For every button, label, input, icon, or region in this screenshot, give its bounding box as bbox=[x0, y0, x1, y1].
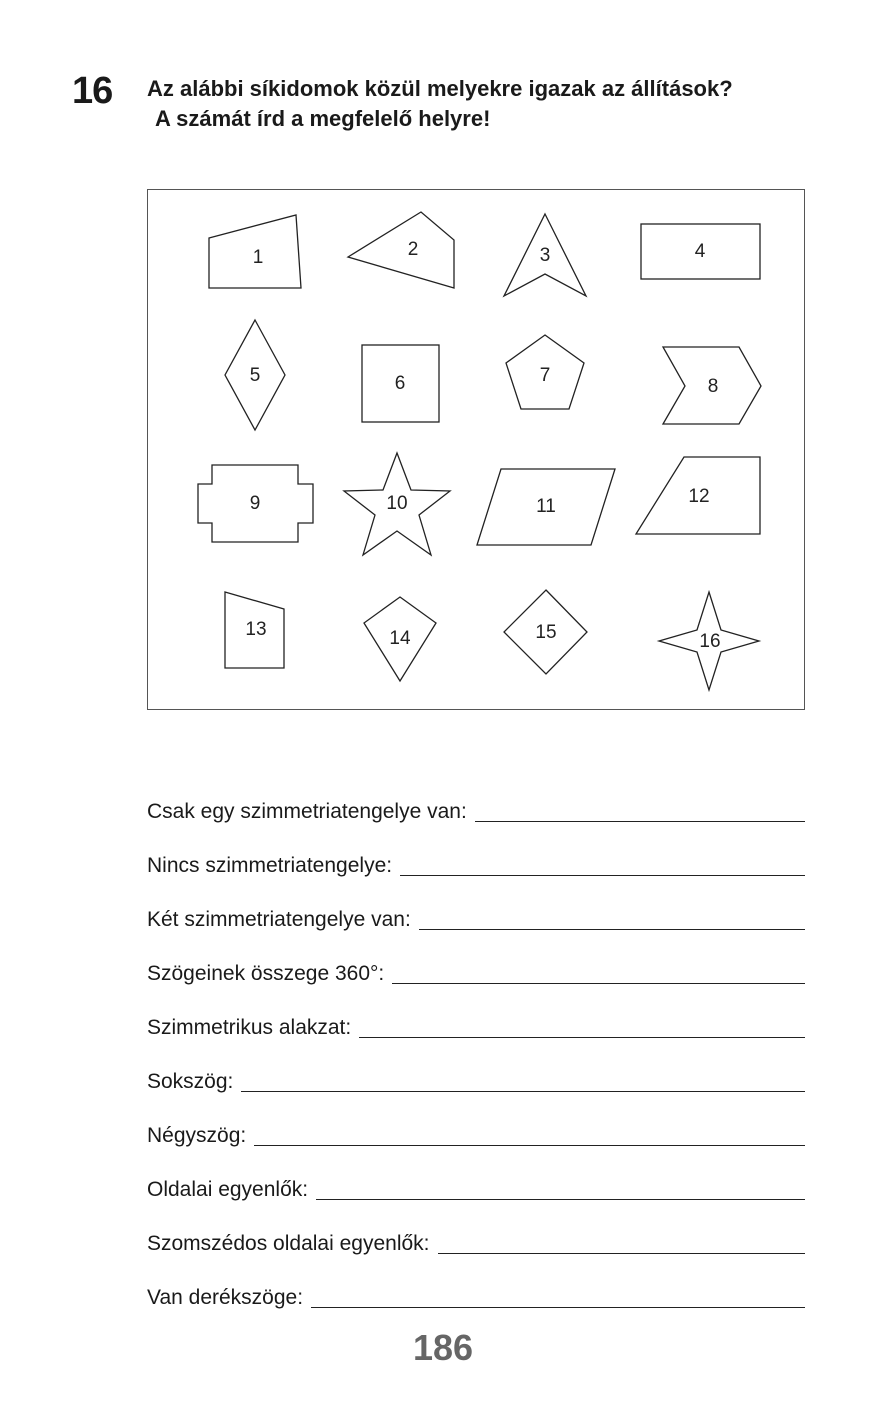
shape-6 bbox=[362, 345, 439, 422]
shape-8 bbox=[663, 347, 761, 424]
svg-text:1: 1 bbox=[252, 247, 264, 269]
statement-row bbox=[147, 770, 805, 824]
svg-text:10: 10 bbox=[386, 493, 408, 515]
answer-blank[interactable] bbox=[359, 1036, 805, 1038]
statement-label: Van derékszöge: bbox=[147, 1286, 304, 1309]
statement-row bbox=[147, 1094, 805, 1148]
statement-row bbox=[147, 1148, 805, 1202]
statement-label: Szögeinek összege 360°: bbox=[147, 962, 385, 985]
svg-text:16: 16 bbox=[699, 631, 721, 653]
shape-7 bbox=[506, 335, 584, 409]
svg-text:2: 2 bbox=[407, 239, 419, 261]
svg-text:5: 5 bbox=[249, 365, 261, 387]
statement-label: Csak egy szimmetriatengelye van: bbox=[147, 800, 467, 823]
answer-blank[interactable] bbox=[438, 1252, 806, 1254]
svg-text:9: 9 bbox=[249, 493, 261, 515]
svg-text:12: 12 bbox=[688, 486, 710, 508]
statement-label: Szomszédos oldalai egyenlők: bbox=[147, 1232, 430, 1255]
statement-row bbox=[147, 824, 805, 878]
statement-row bbox=[147, 1256, 805, 1310]
task-number: 16 bbox=[72, 70, 113, 112]
shape-10 bbox=[344, 453, 450, 555]
statement-row bbox=[147, 878, 805, 932]
svg-text:7: 7 bbox=[539, 365, 551, 387]
statement-label: Négyszög: bbox=[147, 1124, 247, 1147]
shape-13 bbox=[225, 592, 284, 668]
answer-blank[interactable] bbox=[316, 1198, 805, 1200]
svg-text:15: 15 bbox=[535, 622, 557, 644]
statement-label: Két szimmetriatengelye van: bbox=[147, 908, 411, 931]
instruction-line-1: Az alábbi síkidomok közül melyekre igazak az állítások? bbox=[147, 76, 733, 101]
answer-blank[interactable] bbox=[400, 874, 805, 876]
statement-row bbox=[147, 1202, 805, 1256]
shape-16 bbox=[659, 592, 759, 690]
svg-text:3: 3 bbox=[539, 245, 551, 267]
shape-3 bbox=[504, 214, 586, 296]
answer-blank[interactable] bbox=[419, 928, 805, 930]
svg-text:6: 6 bbox=[394, 373, 406, 395]
statements-list bbox=[147, 770, 805, 1310]
svg-text:14: 14 bbox=[389, 628, 411, 650]
answer-blank[interactable] bbox=[311, 1306, 805, 1308]
instruction-line-2: A számát írd a megfelelő helyre! bbox=[155, 106, 491, 131]
svg-text:4: 4 bbox=[694, 241, 706, 263]
shape-14 bbox=[364, 597, 436, 681]
statement-label: Sokszög: bbox=[147, 1070, 234, 1093]
svg-text:8: 8 bbox=[707, 376, 719, 398]
answer-blank[interactable] bbox=[254, 1144, 805, 1146]
shapes-figure bbox=[148, 190, 806, 711]
answer-blank[interactable] bbox=[392, 982, 805, 984]
shape-11 bbox=[477, 469, 615, 545]
answer-blank[interactable] bbox=[475, 820, 805, 822]
shape-1 bbox=[209, 215, 301, 288]
shapes-panel bbox=[147, 189, 805, 710]
shape-9 bbox=[198, 465, 313, 542]
statement-label: Szimmetrikus alakzat: bbox=[147, 1016, 352, 1039]
shape-5 bbox=[225, 320, 285, 430]
statement-row bbox=[147, 932, 805, 986]
shape-4 bbox=[641, 224, 760, 279]
statement-label: Oldalai egyenlők: bbox=[147, 1178, 309, 1201]
svg-text:11: 11 bbox=[536, 496, 556, 518]
statement-label: Nincs szimmetriatengelye: bbox=[147, 854, 393, 877]
page-number: 186 bbox=[412, 1327, 474, 1368]
svg-text:13: 13 bbox=[245, 619, 267, 641]
shape-2 bbox=[348, 212, 454, 288]
statement-row bbox=[147, 1040, 805, 1094]
shape-15 bbox=[504, 590, 587, 674]
statement-row bbox=[147, 986, 805, 1040]
shape-12 bbox=[636, 457, 760, 534]
task-instruction bbox=[147, 74, 733, 134]
answer-blank[interactable] bbox=[241, 1090, 805, 1092]
